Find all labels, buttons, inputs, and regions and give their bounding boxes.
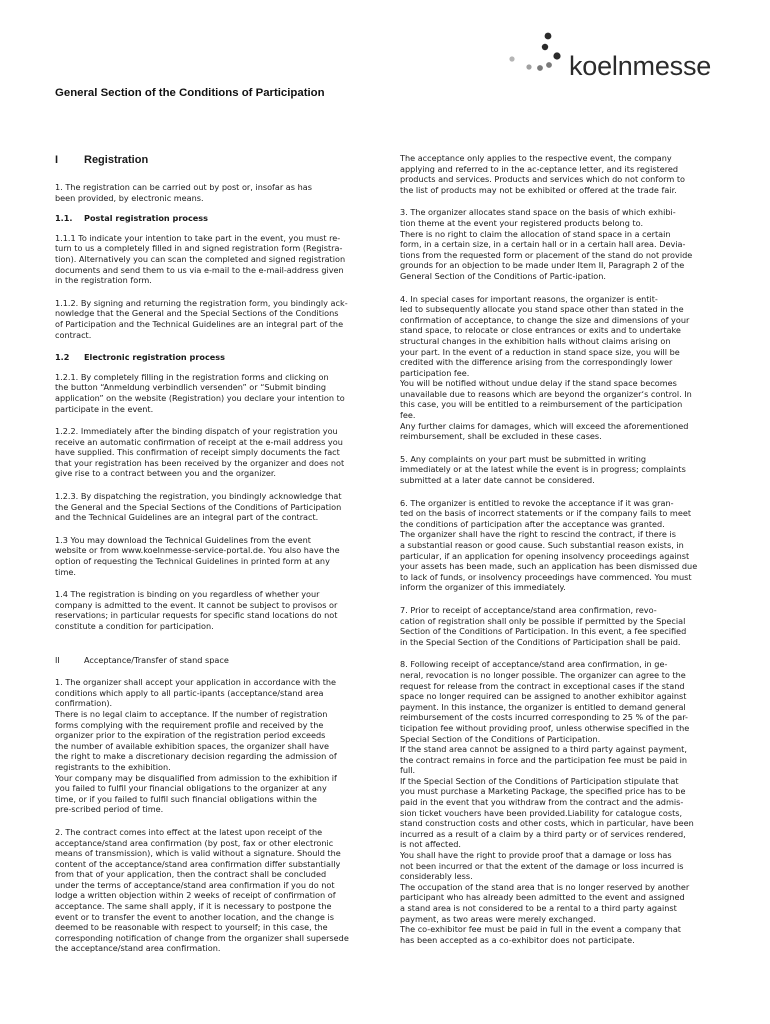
section-number: I [55, 154, 59, 166]
paragraph-2-1: 1. The organizer shall accept your application in accordance with the conditions which apply to all partic-ipants (acceptance/stand area confirmation). There is no legal claim to acceptance. If the number of registration forms complying with the requirement profile and received by the organizer prior to the expiration of the registration period exceeds the number of available exhibition spaces, the organizer shall have the right to make a discretionary decision regarding the admission of registrants to the exhibition. Your company may be disqualified from admission to the exhibition if you failed to fulfil your financial obligations to the organizer at any time, or if you failed to fulfil such financial obligations within the pre-scribed period of time. [55, 677, 337, 815]
subheading-electronic-registration [55, 352, 371, 363]
paragraph-1-1-2: 1.1.2. By signing and returning the registration form, you bindingly ack- nowledge that the General and the Special Sections of the Conditions of Participation and the Technical Guidelines are an integral part of the contract. [55, 297, 348, 340]
subheading-postal-registration [55, 213, 371, 224]
paragraph-8: 8. Following receipt of acceptance/stand area confirmation, in ge- neral, revocation is no longer possible. The organizer can agree to the request for release from the contract in exceptional cases if the stand space no longer required can be assigned to another exhibitor against payment. In this instance, the organizer is entitled to demand general reimbursement of the costs incurred corresponding to 25 % of the par- ticipation fee without providing proof, unless otherwise specified in the Special Section of the Conditions of Participation. If the stand area cannot be assigned to a third party against payment, the contract remains in force and the participation fee must be paid in full. If the Special Section of the Conditions of Participation stipulate that you must purchase a Marketing Package, the specified price has to be paid in the event that you withdraw from the contract and the admis- sion ticket vouchers have been provided.Liability for catalogue costs, stand construction costs and other costs, which in particular, have been incurred as a result of a claim by a third party or of services rendered, is not affected. You shall have the right to provide proof that a damage or loss has not been incurred or that the extent of the damage or loss incurred is considerably less. The occupation of the stand area that is no longer reserved by another participant who has already been admitted to the event and assigned a stand area is not considered to be a rental to a third party against payment, as two areas were merely exchanged. The co-exhibitor fee must be paid in full in the event a company that has been accepted as a co-exhibitor does not participate. [400, 659, 694, 945]
subheading-title: Postal registration process [84, 213, 208, 224]
paragraph-1-3: 1.3 You may download the Technical Guidelines from the event website or from www.koelnmesse-service-portal.de. You also have the option of requesting the Technical Guidelines in printed form at any time. [55, 534, 340, 577]
paragraph-7: 7. Prior to receipt of acceptance/stand area confirmation, revo- cation of registration shall only be possible if permitted by the Special Section of the Conditions of Participation. In this event, a fee specified in the Special Section of the Conditions of Participation shall be paid. [400, 604, 687, 647]
paragraph-6: 6. The organizer is entitled to revoke the acceptance if it was gran- ted on the basis of incorrect statements or if the company fails to meet the conditions of participation after the acceptance was granted. The organizer shall have the right to rescind the contract, if there is a substantial reason or good cause. Such substantial reason exists, in particular, if an application for opening insolvency proceedings against your assets has been made, such an application has been dismissed due to lack of funds, or insolvency proceedings have commenced. You must inform the organizer of this immediately. [400, 497, 698, 593]
document-title: General Section of the Conditions of Participation [55, 87, 325, 99]
paragraph-3: 3. The organizer allocates stand space on the basis of which exhibi- tion theme at the event your registered products belong to. There is no right to claim the allocation of stand space in a certain form, in a certain size, in a certain hall or in a certain hall area. Devia- tions from the requested form or placement of the stand do not provide grounds for an objection to be made under Item II, Paragraph 2 of the General Section of the Conditions of Partic-ipation. [400, 207, 693, 281]
paragraph-1-1-1: 1.1.1 To indicate your intention to take part in the event, you must re- turn to us a completely filled in and signed registration form (Registra- tion). Alternatively you can scan the completed and signed registration documents and send them to us via e-mail to the e-mail-address given in the registration form. [55, 232, 346, 286]
subheading-number: 1.1. [55, 213, 73, 224]
section-title: Registration [84, 154, 149, 166]
logo-dots-icon [505, 30, 567, 86]
paragraph-1-2-3: 1.2.3. By dispatching the registration, you bindingly acknowledge that the General and the Special Sections of the Conditions of Participation and the Technical Guidelines are an integral part of the contract. [55, 491, 342, 523]
section-number: II [55, 654, 60, 665]
paragraph-4: 4. In special cases for important reasons, the organizer is entit- led to subsequently allocate you stand space other than stated in the confirmation of acceptance, to change the size and dimensions of your stand space, to relocate or close entrances or exits and to undertake structural changes in the exhibition halls without claims arising on your part. In the event of a reduction in stand space size, you will be credited with the difference arising from the correspondingly lower participation fee. You will be notified without undue delay if the stand space becomes unavailable due to reasons which are beyond the organizer‘s control. In this case, you will be entitled to a reimbursement of the participation fee. Any further claims for damages, which will exceed the aforementioned reimbursement, shall be excluded in these cases. [400, 293, 692, 442]
paragraph-1-4: 1.4 The registration is binding on you regardless of whether your company is admitted to the event. It cannot be subject to provisos or reservations; in particular requests for specific stand locations do not constitute a condition for participation. [55, 589, 338, 631]
paragraph-1-2-1: 1.2.1. By completely filling in the registration forms and clicking on the button “Anmeldung verbindlich versenden” or “Submit binding application” on the website (Registration) you declare your intention to participate in the event. [55, 371, 345, 414]
paragraph-5: 5. Any complaints on your part must be submitted in writing immediately or at the latest while the event is in progress; complaints submitted at a later date cannot be considered. [400, 453, 686, 486]
paragraph-1: 1. The registration can be carried out by post or, insofar as has been provided, by electronic means. [55, 182, 312, 203]
left-column [55, 153, 371, 954]
paragraph-acceptance-scope: The acceptance only applies to the respective event, the company applying and referred to in the ac-ceptance letter, and its registered products and services. Products and services which do not conform to the list of products may not be exhibited or offered at the trade fair. [400, 153, 686, 195]
subheading-title: Electronic registration process [84, 352, 225, 363]
section-heading-registration [55, 153, 371, 167]
right-column [400, 153, 716, 945]
logo-wordmark: koelnmesse [569, 51, 712, 81]
paragraph-2-2: 2. The contract comes into effect at the latest upon receipt of the acceptance/stand area confirmation (by post, fax or other electronic means of transmission), which is valid without a signature. Should the content of the acceptance/stand area confirmation differ substantially from that of your application, then the contract shall be concluded under the terms of acceptance/stand area confirmation if you do not lodge a written objection within 2 weeks of receipt of confirmation of acceptance. The same shall apply, if it is necessary to postpone the event or to transfer the event to another location, and the change is deemed to be reasonable with respect to yourself; in this case, the corresponding notification of change from the organizer shall supersede the acceptance/stand area confirmation. [55, 826, 349, 954]
koelnmesse-logo [505, 30, 720, 86]
paragraph-1-2-2: 1.2.2. Immediately after the binding dispatch of your registration you receive an automatic confirmation of receipt at the e-mail address you have supplied. This confirmation of receipt simply documents the fact that your registration has been received by the organizer and does not give rise to a contract between you and the organizer. [55, 426, 345, 479]
section-heading-acceptance [55, 655, 371, 666]
subheading-number: 1.2 [55, 352, 70, 363]
section-title: Acceptance/Transfer of stand space [84, 654, 229, 665]
